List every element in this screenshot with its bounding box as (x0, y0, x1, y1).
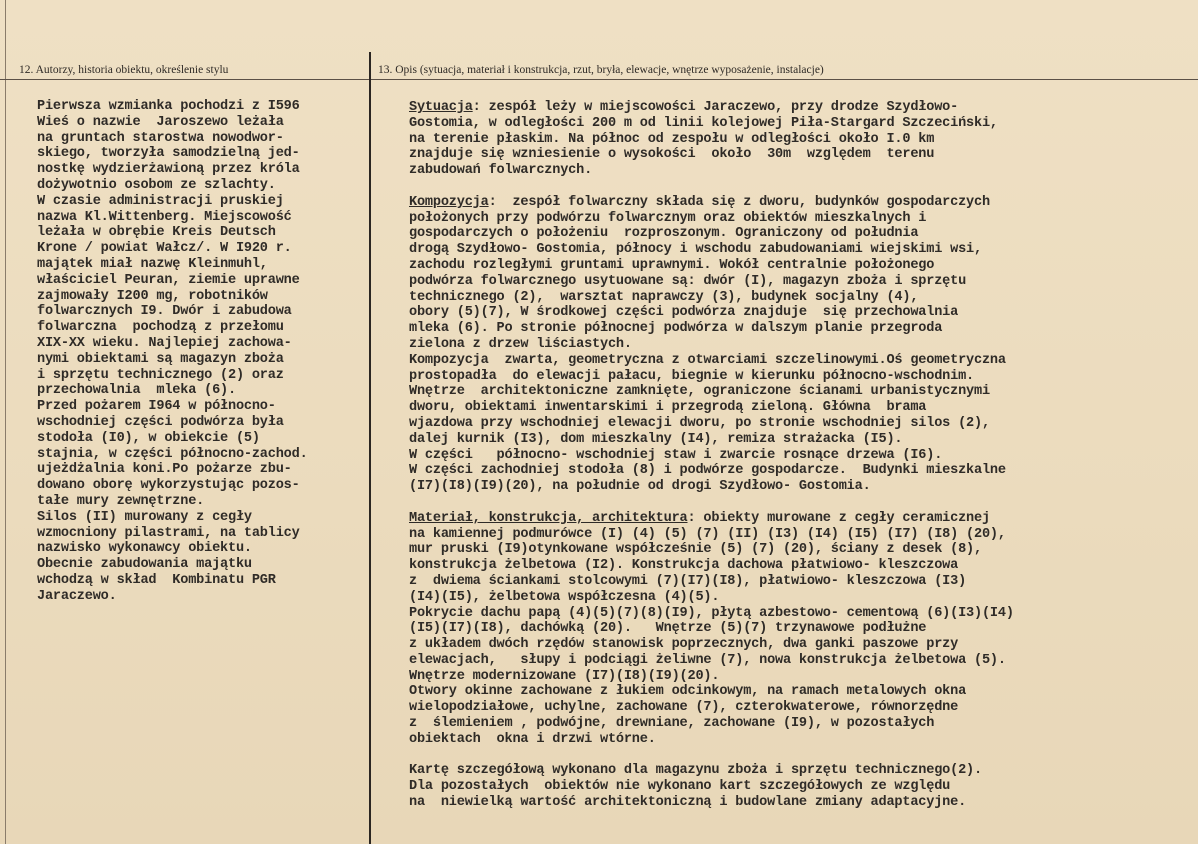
history-line: i sprzętu technicznego (2) oraz (37, 367, 284, 383)
description-line: znajduje się wzniesienie o wysokości około 30m względem terenu (409, 147, 935, 163)
history-line: nazwisko wykonawcy obiektu. (37, 541, 252, 557)
history-line: stajnia, w części północno-zachod. (37, 446, 308, 462)
description-line: Gostomia, w odległości 200 m od linii kolejowej Piła-Stargard Szczeciński, (409, 115, 998, 131)
description-line: elewacjach, słupy i podciągi żeliwne (7), nowa konstrukcja żelbetowa (5). (409, 652, 1006, 668)
history-line: tałe mury zewnętrzne. (37, 493, 205, 509)
description-line: mur pruski (I9)otynkowane współcześnie (5) (7) (20), ściany z desek (8), (409, 542, 982, 558)
description-line: drogą Szydłowo- Gostomia, północy i wschodu zabudowaniami wiejskimi wsi, (409, 242, 982, 258)
history-line: nazwa Kl.Wittenberg. Miejscowość (37, 209, 292, 225)
description-line: obory (5)(7), W środkowej części podwórza znajduje się przechowalnia (409, 305, 959, 321)
history-column (37, 99, 367, 605)
history-line: Wieś o nazwie Jaroszewo leżała (37, 114, 284, 130)
history-line: wchodzą w skład Kombinatu PGR (37, 572, 276, 588)
section-heading: Kompozycja (409, 194, 489, 210)
description-line: Kartę szczegółową wykonano dla magazynu zboża i sprzętu technicznego(2). (409, 763, 982, 779)
description-line: konstrukcja żelbetowa (I2). Konstrukcja dachowa płatwiowo- kleszczowa (409, 558, 959, 574)
description-line: technicznego (2), warsztat naprawczy (3), budynek socjalny (4), (409, 289, 919, 305)
paragraph-gap (409, 495, 1189, 511)
description-line: W części zachodniej stodoła (8) i podwórze gospodarcze. Budynki mieszkalne (409, 463, 1006, 479)
description-line: Pokrycie dachu papą (4)(5)(7)(8)(I9), płytą azbestowo- cementową (6)(I3)(I4) (409, 605, 1014, 621)
history-line: ujeżdżalnia koni.Po pożarze zbu- (37, 462, 292, 478)
history-line: nostkę wydzierżawioną przez króla (37, 162, 300, 178)
description-line: (I4)(I5), żelbetowa współczesna (4)(5). (409, 589, 720, 605)
history-line: na gruntach starostwa nowodwor- (37, 130, 284, 146)
header-rule (0, 79, 1198, 80)
description-line: gospodarczych o położeniu rozproszonym. Ograniczony od południa (409, 226, 919, 242)
history-line: folwarczna pochodzą z przełomu (37, 320, 284, 336)
right-column-header: 13. Opis (sytuacja, materiał i konstrukcja, rzut, bryła, elewacje, wnętrze wyposażenie, instalacje) (378, 64, 824, 76)
history-line: Pierwsza wzmianka pochodzi z I596 (37, 99, 300, 114)
history-line: zajmowały I200 mg, robotników (37, 288, 268, 304)
history-line: właściciel Peuran, ziemie uprawne (37, 272, 300, 288)
description-line: Wnętrze architektoniczne zamknięte, ograniczone ścianami urbanistycznymi (409, 384, 990, 400)
description-line: na terenie płaskim. Na północ od zespołu w odległości około I.0 km (409, 131, 935, 147)
history-line: folwarcznych I9. Dwór i zabudowa (37, 304, 292, 320)
left-column-header: 12. Autorzy, historia obiektu, określenie stylu (19, 64, 229, 76)
description-line: z dwiema ściankami stolcowymi (7)(I7)(I8), płatwiowo- kleszczowa (I3) (409, 573, 967, 589)
left-margin-rule (5, 0, 6, 844)
description-line: mleka (6). Po stronie północnej podwórza w dalszym planie przegroda (409, 321, 943, 337)
history-line: Obecnie zabudowania majątku (37, 557, 252, 573)
description-line: Wnętrze modernizowane (I7)(I8)(I9)(20). (409, 668, 720, 684)
section-text: : zespół folwarczny składa się z dworu, budynków gospodarczych (488, 194, 990, 210)
description-line: wjazdowa przy wschodniej elewacji dworu, po stronie wschodniej silos (2), (409, 415, 990, 431)
history-line: majątek miał nazwę Kleinmuhl, (37, 256, 268, 272)
description-line: Kompozycja zwarta, geometryczna z otwarciami szczelinowymi.Oś geometryczna (409, 352, 1006, 368)
history-line: wschodniej części podwórza była (37, 414, 284, 430)
description-line: obiektach okna i drzwi wtórne. (409, 731, 656, 747)
description-line: zabudowań folwarcznych. (409, 163, 593, 179)
history-line: Krone / powiat Wałcz/. W I920 r. (37, 241, 292, 257)
section-text: : obiekty murowane z cegły ceramicznej (687, 510, 990, 526)
section-text: : zespół leży w miejscowości Jaraczewo, przy drodze Szydłowo- (472, 100, 959, 115)
history-line: Silos (II) murowany z cegły (37, 509, 252, 525)
description-line: (I5)(I7)(I8), dachówką (20). Wnętrze (5)(7) trzynawowe podłużne (409, 621, 927, 637)
history-line: nymi obiektami są magazyn zboża (37, 351, 284, 367)
description-line: dworu, obiektami inwentarskimi i przegrodą zieloną. Główna brama (409, 400, 927, 416)
description-line: zielona z drzew liściastych. (409, 336, 632, 352)
description-line: W części północno- wschodniej staw i zwarcie rosnące drzewa (I6). (409, 447, 943, 463)
description-line (409, 195, 1189, 211)
description-line: (I7)(I8)(I9)(20), na południe od drogi Szydłowo- Gostomia. (409, 479, 871, 495)
description-line: Otwory okinne zachowane z łukiem odcinkowym, na ramach metalowych okna (409, 684, 967, 700)
history-line: W czasie administracji pruskiej (37, 193, 284, 209)
description-line: zachodu rozległymi gruntami uprawnymi. Wokół centralnie położonego (409, 257, 935, 273)
history-line: stodoła (I0), w obiekcie (5) (37, 430, 260, 446)
column-divider (369, 52, 371, 844)
section-heading: Materiał, konstrukcja, architektura (409, 510, 688, 526)
description-line: dalej kurnik (I3), dom mieszkalny (I4), remiza strażacka (I5). (409, 431, 903, 447)
description-line: Dla pozostałych obiektów nie wykonano kart szczegółowych ze względu (409, 779, 951, 795)
description-column (409, 100, 1189, 811)
description-line: z układem dwóch rzędów stanowisk poprzecznych, dwa ganki paszowe przy (409, 637, 959, 653)
description-line: na niewielką wartość architektoniczną i budowlane zmiany adaptacyjne. (409, 795, 967, 811)
section-heading: Sytuacja (409, 100, 473, 115)
history-line: leżała w obrębie Kreis Deutsch (37, 225, 276, 241)
paragraph-gap (409, 748, 1189, 764)
description-line: położonych przy podwórzu folwarcznym oraz obiektów mieszkalnych i (409, 210, 927, 226)
paragraph-gap (409, 179, 1189, 195)
history-line: XIX-XX wieku. Najlepiej zachowa- (37, 335, 292, 351)
description-line (409, 100, 1189, 116)
history-line: wzmocniony pilastrami, na tablicy (37, 525, 300, 541)
description-line: na kamiennej podmurówce (I) (4) (5) (7) (II) (I3) (I4) (I5) (I7) (I8) (20), (409, 526, 1006, 542)
description-line: prostopadła do elewacji pałacu, biegnie w kierunku północno-wschodnim. (409, 368, 974, 384)
description-line (409, 511, 1189, 527)
history-line: Jaraczewo. (37, 588, 117, 604)
history-line: dowano oborę wykorzystując pozos- (37, 478, 300, 494)
history-line: przechowalnia mleka (6). (37, 383, 236, 399)
history-line: Przed pożarem I964 w północno- (37, 399, 276, 415)
description-line: wielopodziałowe, uchylne, zachowane (7), czterokwaterowe, równorzędne (409, 700, 959, 716)
history-line: dożywotnio osobom ze szlachty. (37, 177, 276, 193)
description-line: z ślemieniem , podwójne, drewniane, zachowane (I9), w pozostałych (409, 716, 935, 732)
history-line: skiego, tworzyła samodzielną jed- (37, 146, 300, 162)
description-line: podwórza folwarcznego usytuowane są: dwór (I), magazyn zboża i sprzętu (409, 273, 967, 289)
